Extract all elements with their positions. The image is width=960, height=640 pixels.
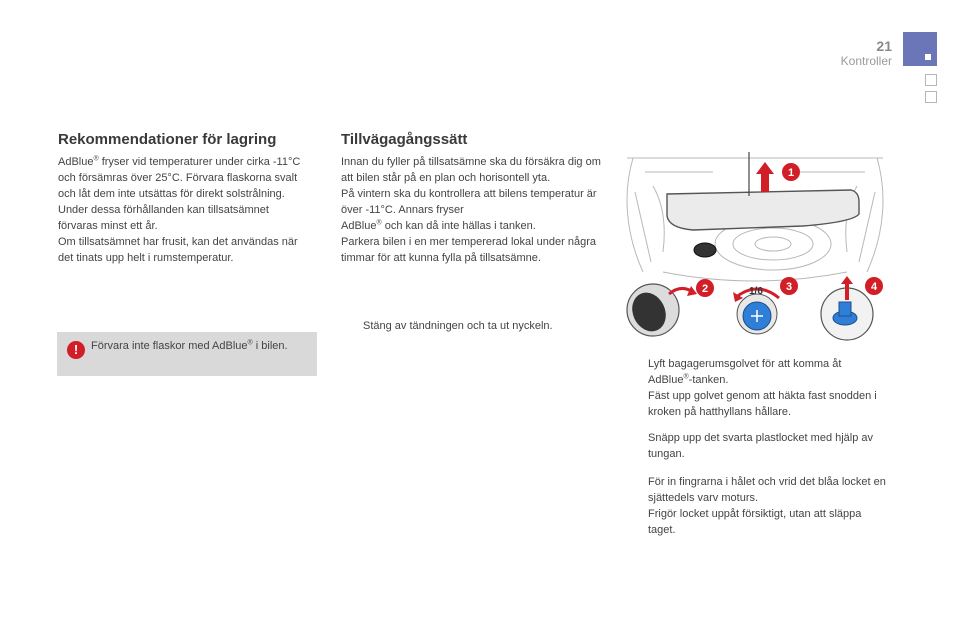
- trunk-floor-panel: [667, 190, 859, 230]
- svg-text:3: 3: [785, 281, 793, 293]
- step-lift-floor: Lyft bagagerumsgolvet för att komma åt AdBlue®-tanken. Fäst upp golvet genom att häkta fast snodden i kroken på hatthyllans hållare.: [648, 358, 877, 418]
- svg-text:2: 2: [701, 283, 709, 295]
- step-release-cap: Frigör locket uppåt försiktigt, utan att släppa taget.: [648, 508, 862, 536]
- procedure-heading: Tillvägagångssätt: [341, 131, 468, 148]
- svg-text:4: 4: [870, 281, 878, 293]
- section-label: Kontroller: [840, 54, 892, 68]
- section-tab-active[interactable]: [903, 32, 937, 66]
- section-tab[interactable]: [925, 74, 937, 86]
- warning-box: [57, 332, 317, 376]
- page-number: 21: [876, 38, 892, 54]
- black-cap: [694, 243, 716, 257]
- section-tab[interactable]: [925, 91, 937, 103]
- step-black-cap: Snäpp upp det svarta plastlocket med hjälp av tungan.: [648, 432, 874, 460]
- callout-4: [865, 277, 883, 295]
- lift-arrow-icon: [756, 162, 774, 192]
- adblue-tank-illustration: [623, 152, 887, 342]
- callout-1: [782, 163, 800, 181]
- panel-black-cap: [626, 284, 697, 337]
- callout-2: [696, 279, 714, 297]
- warning-icon: !: [67, 341, 85, 359]
- storage-text: AdBlue® fryser vid temperaturer under cirka -11°C och försämras över 25°C. Förvara flaskorna svalt och låt dem inte utsättas för direkt solstrålning. Under dessa förhållanden kan tillsatsämnet förvaras minst ett år. Om tillsatsämnet har frusit, kan det användas när det tinats upp helt i rumstemperatur.: [58, 155, 301, 264]
- step-ignition-off: Stäng av tändningen och ta ut nyckeln.: [363, 320, 553, 332]
- fraction-label: 1/6: [749, 286, 763, 297]
- storage-heading: Rekommendationer för lagring: [58, 131, 277, 148]
- callout-3: [780, 277, 798, 295]
- procedure-text: Innan du fyller på tillsatsämne ska du försäkra dig om att bilen står på en plan och horisontell yta. På vintern ska du kontrollera att bilens temperatur är över -11°C. Annars fryser AdBlue® och kan då inte hällas i tanken. Parkera bilen i en mer tempererad lokal under några timmar för att kunna fylla på tillsatsämne.: [341, 156, 601, 264]
- warning-text: Förvara inte flaskor med AdBlue® i bilen.: [91, 339, 288, 352]
- svg-text:1: 1: [787, 167, 795, 179]
- step-turn-blue-cap: För in fingrarna i hålet och vrid det blåa locket en sjättedels varv moturs.: [648, 476, 886, 504]
